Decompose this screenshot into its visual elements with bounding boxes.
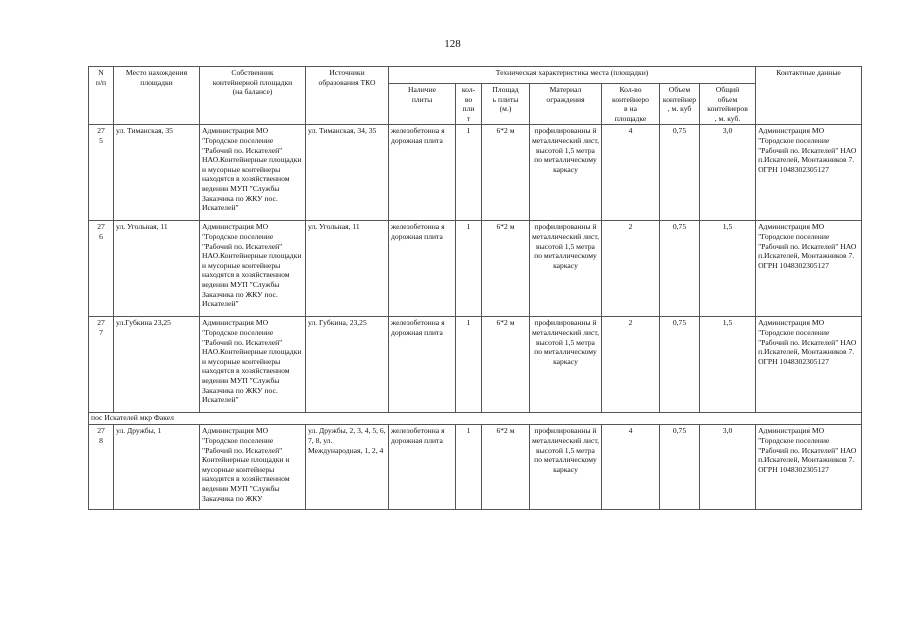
cell-num: 27 6: [89, 221, 114, 317]
cell-owner: Администрация МО "Городское поселение "Рабочий по. Искателей" НАО.Контейнерные площадки и мусорные контейнеры находятся в хозяйственном ведении МУП "Службы Заказчика по ЖКУ пос. Искателей": [200, 125, 306, 221]
cell-slab-count: 1: [456, 317, 482, 413]
cell-contacts: Администрация МО "Городское поселение "Рабочий по. Искателей" НАО п.Искателей, Монтажников 7. ОГРН 1048302305127: [756, 317, 862, 413]
cell-volume: 0,75: [660, 425, 700, 510]
cell-volume: 0,75: [660, 125, 700, 221]
cell-volume: 0,75: [660, 317, 700, 413]
cell-container-count: 4: [602, 425, 660, 510]
header-volume: Объем контейнер , м. куб: [660, 84, 700, 125]
header-owner: Собственник контейнерной площадки (на балансе): [200, 67, 306, 125]
cell-num: 27 8: [89, 425, 114, 510]
cell-slab-count: 1: [456, 221, 482, 317]
cell-sources: ул. Дружбы, 2, 3, 4, 5, 6, 7, 8, ул. Международная, 1, 2, 4: [306, 425, 389, 510]
cell-fence: профилированны й металлический лист, высотой 1,5 метра по металлическому каркасу: [530, 125, 602, 221]
cell-location: ул. Тиманская, 35: [114, 125, 200, 221]
cell-slab-count: 1: [456, 125, 482, 221]
cell-location: ул. Дружбы, 1: [114, 425, 200, 510]
cell-fence: профилированны й металлический лист, высотой 1,5 метра по металлическому каркасу: [530, 221, 602, 317]
header-contacts: Контактные данные: [756, 67, 862, 125]
header-slabs: Наличие плиты: [389, 84, 456, 125]
cell-container-count: 2: [602, 317, 660, 413]
cell-volume: 0,75: [660, 221, 700, 317]
header-container-count: Кол-во контейнеро в на площадке: [602, 84, 660, 125]
cell-total-volume: 1,5: [700, 221, 756, 317]
header-total-volume: Общий объем контейнеров , м. куб.: [700, 84, 756, 125]
header-fence: Материал ограждения: [530, 84, 602, 125]
cell-sources: ул. Губкина, 23,25: [306, 317, 389, 413]
header-slab-area: Площад ь плиты (м.): [482, 84, 530, 125]
container-sites-table: [88, 66, 862, 510]
cell-slabs: железобетонна я дорожная плита: [389, 425, 456, 510]
cell-slabs: железобетонна я дорожная плита: [389, 125, 456, 221]
cell-num: 27 7: [89, 317, 114, 413]
cell-container-count: 4: [602, 125, 660, 221]
cell-contacts: Администрация МО "Городское поселение "Рабочий по. Искателей" НАО п.Искателей, Монтажников 7. ОГРН 1048302305127: [756, 221, 862, 317]
cell-total-volume: 1,5: [700, 317, 756, 413]
header-num: N п/п: [89, 67, 114, 125]
cell-slabs: железобетонна я дорожная плита: [389, 317, 456, 413]
cell-owner: Администрация МО "Городское поселение "Рабочий по. Искателей" Контейнерные площадки и мусорные контейнеры находятся в хозяйственном ведении МУП "Службы Заказчика по ЖКУ: [200, 425, 306, 510]
cell-total-volume: 3,0: [700, 425, 756, 510]
table-row: [89, 125, 862, 221]
cell-slab-area: 6*2 м: [482, 425, 530, 510]
cell-sources: ул. Угольная, 11: [306, 221, 389, 317]
cell-sources: ул. Тиманская, 34, 35: [306, 125, 389, 221]
header-row-top: [89, 67, 862, 84]
table-row: [89, 221, 862, 317]
section-row: [89, 413, 862, 425]
cell-slab-area: 6*2 м: [482, 125, 530, 221]
cell-contacts: Администрация МО "Городское поселение "Рабочий по. Искателей" НАО п.Искателей, Монтажников 7. ОГРН 1048302305127: [756, 425, 862, 510]
header-slab-count: кол- во пли т: [456, 84, 482, 125]
cell-slab-count: 1: [456, 425, 482, 510]
header-location: Место нахождения площадки: [114, 67, 200, 125]
cell-owner: Администрация МО "Городское поселение "Рабочий по. Искателей" НАО.Контейнерные площадки и мусорные контейнеры находятся в хозяйственном ведении МУП "Службы Заказчика по ЖКУ пос. Искателей": [200, 317, 306, 413]
cell-location: ул. Угольная, 11: [114, 221, 200, 317]
cell-contacts: Администрация МО "Городское поселение "Рабочий по. Искателей" НАО п.Искателей, Монтажников 7. ОГРН 1048302305127: [756, 125, 862, 221]
page-number: 128: [444, 38, 461, 50]
cell-fence: профилированны й металлический лист, высотой 1,5 метра по металлическому каркасу: [530, 425, 602, 510]
table-row: [89, 317, 862, 413]
cell-slab-area: 6*2 м: [482, 317, 530, 413]
table-row: [89, 425, 862, 510]
cell-owner: Администрация МО "Городское поселение "Рабочий по. Искателей" НАО.Контейнерные площадки и мусорные контейнеры находятся в хозяйственном ведении МУП "Службы Заказчика по ЖКУ пос. Искателей": [200, 221, 306, 317]
cell-container-count: 2: [602, 221, 660, 317]
cell-num: 27 5: [89, 125, 114, 221]
cell-slab-area: 6*2 м: [482, 221, 530, 317]
cell-location: ул.Губкина 23,25: [114, 317, 200, 413]
cell-slabs: железобетонна я дорожная плита: [389, 221, 456, 317]
header-tech: Техническая характеристика места (площадки): [389, 67, 756, 84]
section-label: пос Искателей мкр Факел: [89, 413, 862, 425]
cell-fence: профилированны й металлический лист, высотой 1,5 метра по металлическому каркасу: [530, 317, 602, 413]
cell-total-volume: 3,0: [700, 125, 756, 221]
header-sources: Источники образования ТКО: [306, 67, 389, 125]
